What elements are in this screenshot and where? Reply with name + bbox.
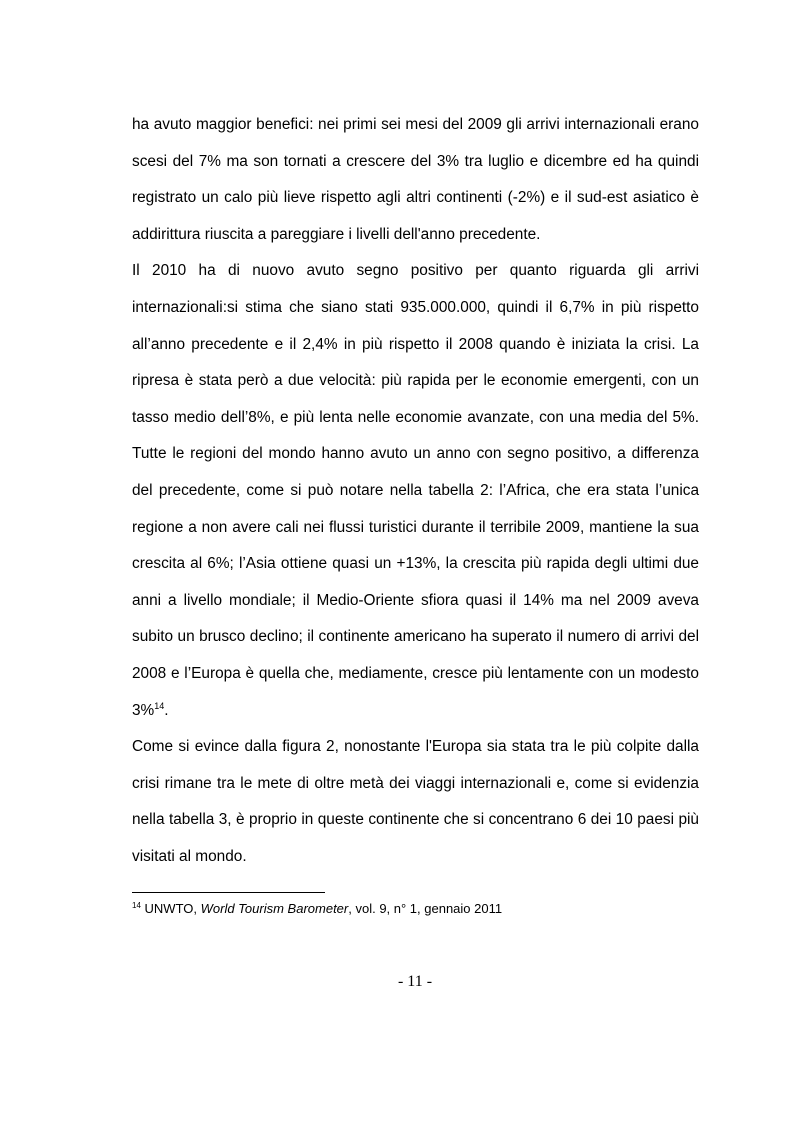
- footnote-details: , vol. 9, n° 1, gennaio 2011: [348, 901, 503, 916]
- footnote-reference-14[interactable]: 14: [154, 700, 165, 711]
- main-text: [132, 107, 699, 875]
- footnote-source: UNWTO,: [144, 901, 201, 916]
- page-number: - 11 -: [397, 973, 433, 990]
- paragraph-1-text: ha avuto maggior benefici: nei primi sei mesi del 2009 gli arrivi internazionali erano scesi del 7% ma son tornati a crescere del 3% tra luglio e dicembre ed ha quindi registrato un calo più lieve rispetto agli altri continenti (-2%) e il sud-est asiatico è addirittura riuscita a pareggiare i livelli dell'anno precedente.: [132, 116, 699, 243]
- paragraph-2-text: Il 2010 ha di nuovo avuto segno positivo per quanto riguarda gli arrivi internazionali:si stima che siano stati 935.000.000, quindi il 6,7% in più rispetto all’anno precedente e il 2,4% in più rispetto il 2008 quando è iniziata la crisi. La ripresa è stata però a due velocità: più rapida per le economie emergenti, con un tasso medio dell’8%, e più lenta nelle economie avanzate, con una media del 5%. Tutte le regioni del mondo hanno avuto un anno con segno positivo, a differenza del precedente, come si può notare nella tabella 2: l’Africa, che era stata l’unica regione a non avere cali nei flussi turistici durante il terribile 2009, mantiene la sua crescita al 6%; l’Asia ottiene quasi un +13%, la crescita più rapida degli ultimi due anni a livello mondiale; il Medio-Oriente sfiora quasi il 14% ma nel 2009 aveva subito un brusco declino; il continente americano ha superato il numero di arrivi del 2008 e l’Europa è quella che, mediamente, cresce più lentamente con un modesto 3%: [132, 262, 699, 719]
- footnote-14: [132, 901, 502, 917]
- paragraph-3: [132, 729, 699, 875]
- paragraph-1: [132, 107, 699, 253]
- paragraph-3-text: Come si evince dalla figura 2, nonostante l'Europa sia stata tra le più colpite dalla crisi rimane tra le mete di oltre metà dei viaggi internazionali e, come si evidenzia nella tabella 3, è proprio in queste continente che si concentrano 6 dei 10 paesi più visitati al mondo.: [132, 738, 699, 865]
- paragraph-2: [132, 253, 699, 729]
- footnote-number: 14: [132, 901, 141, 910]
- footnote-title: World Tourism Barometer: [200, 901, 349, 916]
- footnote-separator: [132, 892, 325, 893]
- paragraph-2-end: .: [164, 701, 169, 719]
